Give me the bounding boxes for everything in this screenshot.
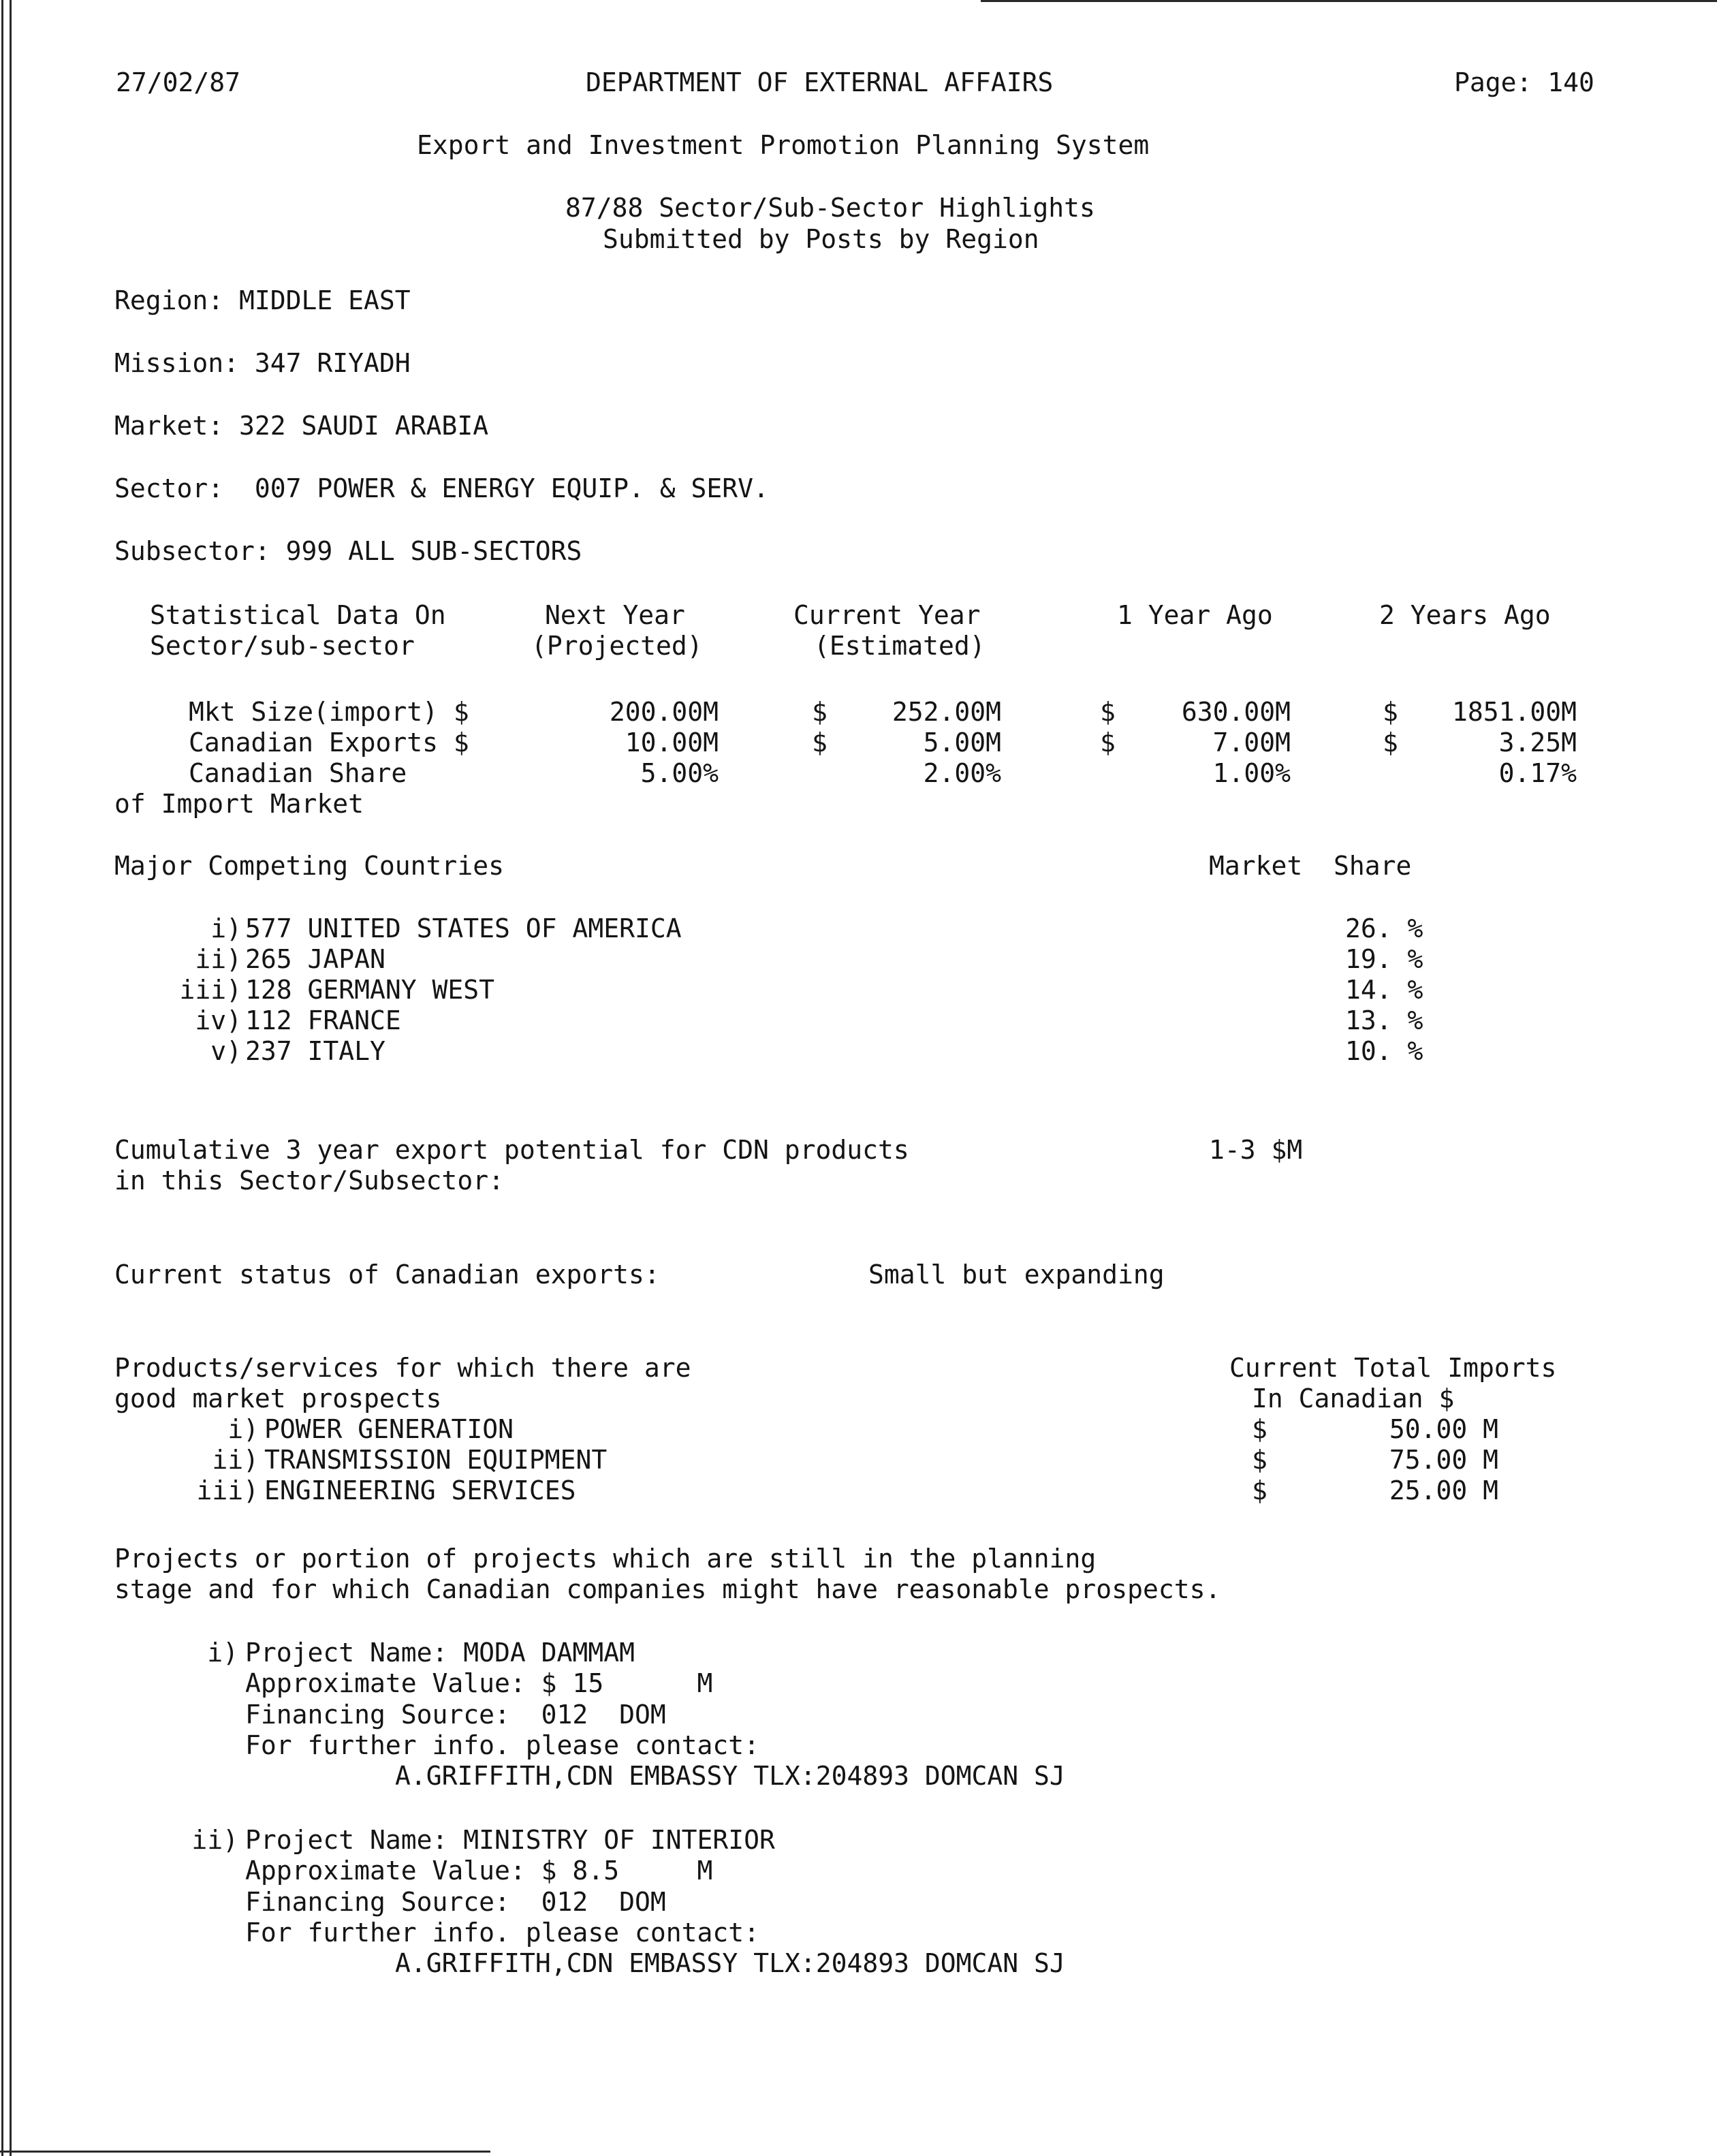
subsector-field: Subsector: 999 ALL SUB-SECTORS (114, 536, 582, 566)
stats-cell-currency: $ (1100, 697, 1116, 727)
export-status-value: Small but expanding (868, 1260, 1165, 1290)
project-number: i) (207, 1638, 238, 1668)
imports-heading-line1: Current Total Imports (1229, 1353, 1557, 1383)
col-current-year-header: Current Year (793, 600, 981, 630)
stats-cell: 1851.00M (1451, 697, 1577, 727)
project-contact: A.GRIFFITH,CDN EMBASSY TLX:204893 DOMCAN SJ (395, 1761, 1065, 1791)
competitor-share: 14. % (1345, 975, 1423, 1005)
system-title: Export and Investment Promotion Planning System (417, 130, 1150, 160)
project-number: ii) (191, 1825, 238, 1855)
stats-cell: 10.00M (625, 728, 719, 757)
product-number: i) (227, 1414, 259, 1444)
market-field: Market: 322 SAUDI ARABIA (114, 411, 489, 441)
stats-heading-line2: Sector/sub-sector (150, 631, 415, 661)
projects-intro-line1: Projects or portion of projects which are still in the planning (114, 1544, 1097, 1574)
products-heading-line1: Products/services for which there are (114, 1353, 691, 1383)
stats-row-label: Mkt Size(import) $ (189, 697, 469, 727)
department-name: DEPARTMENT OF EXTERNAL AFFAIRS (586, 67, 1054, 97)
col-1-year-ago-header: 1 Year Ago (1117, 600, 1273, 630)
competitor-number: v) (210, 1036, 242, 1066)
competitor-number: ii) (195, 944, 242, 974)
report-title: 87/88 Sector/Sub-Sector Highlights (565, 193, 1095, 223)
stats-cell: 630.00M (1181, 697, 1291, 727)
stats-cell-currency: $ (1383, 728, 1398, 757)
stats-row-label: Canadian Share (189, 758, 407, 788)
region-field: Region: MIDDLE EAST (114, 285, 411, 315)
imports-heading-line2: In Canadian $ (1252, 1384, 1455, 1413)
product-import-value: 25.00 M (1389, 1475, 1498, 1505)
col-next-year-header: Next Year (545, 600, 685, 630)
col-2-years-ago-header: 2 Years Ago (1379, 600, 1551, 630)
scan-border-left-inner (10, 0, 12, 2156)
competitor-name: 577 UNITED STATES OF AMERICA (245, 913, 682, 943)
stats-cell: 5.00M (923, 728, 1001, 757)
project-contact-label: For further info. please contact: (245, 1918, 759, 1948)
report-date: 27/02/87 (116, 67, 241, 97)
competitor-name: 237 ITALY (245, 1036, 385, 1066)
stats-cell: 7.00M (1212, 728, 1291, 757)
stats-row-label-continued: of Import Market (114, 789, 364, 819)
product-currency: $ (1252, 1414, 1267, 1444)
export-status-label: Current status of Canadian exports: (114, 1260, 660, 1290)
stats-cell: 3.25M (1498, 728, 1577, 757)
product-number: iii) (196, 1475, 259, 1505)
project-financing: Financing Source: 012 DOM (245, 1887, 666, 1917)
project-value: Approximate Value: $ 8.5 M (245, 1856, 713, 1886)
export-potential-label-line1: Cumulative 3 year export potential for CDN products (114, 1135, 909, 1165)
product-currency: $ (1252, 1475, 1267, 1505)
project-name: Project Name: MODA DAMMAM (245, 1638, 635, 1668)
competitor-number: iii) (179, 975, 242, 1005)
scan-border-top (981, 0, 1717, 2)
export-potential-value: 1-3 $M (1209, 1135, 1303, 1165)
competitor-name: 265 JAPAN (245, 944, 385, 974)
scan-border-left-outer (1, 0, 3, 2156)
product-import-value: 75.00 M (1389, 1445, 1498, 1475)
page-number: Page: 140 (1454, 67, 1594, 97)
competitor-share: 19. % (1345, 944, 1423, 974)
project-value: Approximate Value: $ 15 M (245, 1668, 713, 1698)
project-name: Project Name: MINISTRY OF INTERIOR (245, 1825, 775, 1855)
project-financing: Financing Source: 012 DOM (245, 1700, 666, 1730)
product-currency: $ (1252, 1445, 1267, 1475)
stats-cell: 2.00% (923, 758, 1001, 788)
competitor-number: iv) (195, 1005, 242, 1035)
stats-cell: 252.00M (892, 697, 1001, 727)
competitors-heading: Major Competing Countries (114, 851, 504, 881)
competitor-share: 26. % (1345, 913, 1423, 943)
stats-cell: 200.00M (609, 697, 719, 727)
col-next-year-subheader: (Projected) (531, 631, 703, 661)
col-current-year-subheader: (Estimated) (814, 631, 986, 661)
sector-field: Sector: 007 POWER & ENERGY EQUIP. & SERV. (114, 473, 769, 503)
product-name: ENGINEERING SERVICES (264, 1475, 576, 1505)
stats-cell: 5.00% (640, 758, 719, 788)
stats-cell: 0.17% (1498, 758, 1577, 788)
competitor-share: 13. % (1345, 1005, 1423, 1035)
competitor-name: 112 FRANCE (245, 1005, 401, 1035)
stats-cell-currency: $ (1383, 697, 1398, 727)
stats-cell-currency: $ (812, 697, 828, 727)
products-heading-line2: good market prospects (114, 1384, 442, 1413)
scan-border-bottom (0, 2151, 490, 2153)
product-number: ii) (212, 1445, 259, 1475)
product-name: POWER GENERATION (264, 1414, 514, 1444)
mission-field: Mission: 347 RIYADH (114, 348, 411, 378)
market-share-heading: Market Share (1209, 851, 1412, 881)
projects-intro-line2: stage and for which Canadian companies might have reasonable prospects. (114, 1574, 1221, 1604)
export-potential-label-line2: in this Sector/Subsector: (114, 1166, 504, 1196)
competitor-number: i) (210, 913, 242, 943)
product-import-value: 50.00 M (1389, 1414, 1498, 1444)
project-contact: A.GRIFFITH,CDN EMBASSY TLX:204893 DOMCAN SJ (395, 1948, 1065, 1978)
competitor-share: 10. % (1345, 1036, 1423, 1066)
stats-cell: 1.00% (1212, 758, 1291, 788)
report-subtitle: Submitted by Posts by Region (603, 224, 1039, 254)
stats-cell-currency: $ (1100, 728, 1116, 757)
project-contact-label: For further info. please contact: (245, 1730, 759, 1760)
stats-heading-line1: Statistical Data On (150, 600, 446, 630)
stats-row-label: Canadian Exports $ (189, 728, 469, 757)
competitor-name: 128 GERMANY WEST (245, 975, 495, 1005)
product-name: TRANSMISSION EQUIPMENT (264, 1445, 608, 1475)
stats-cell-currency: $ (812, 728, 828, 757)
